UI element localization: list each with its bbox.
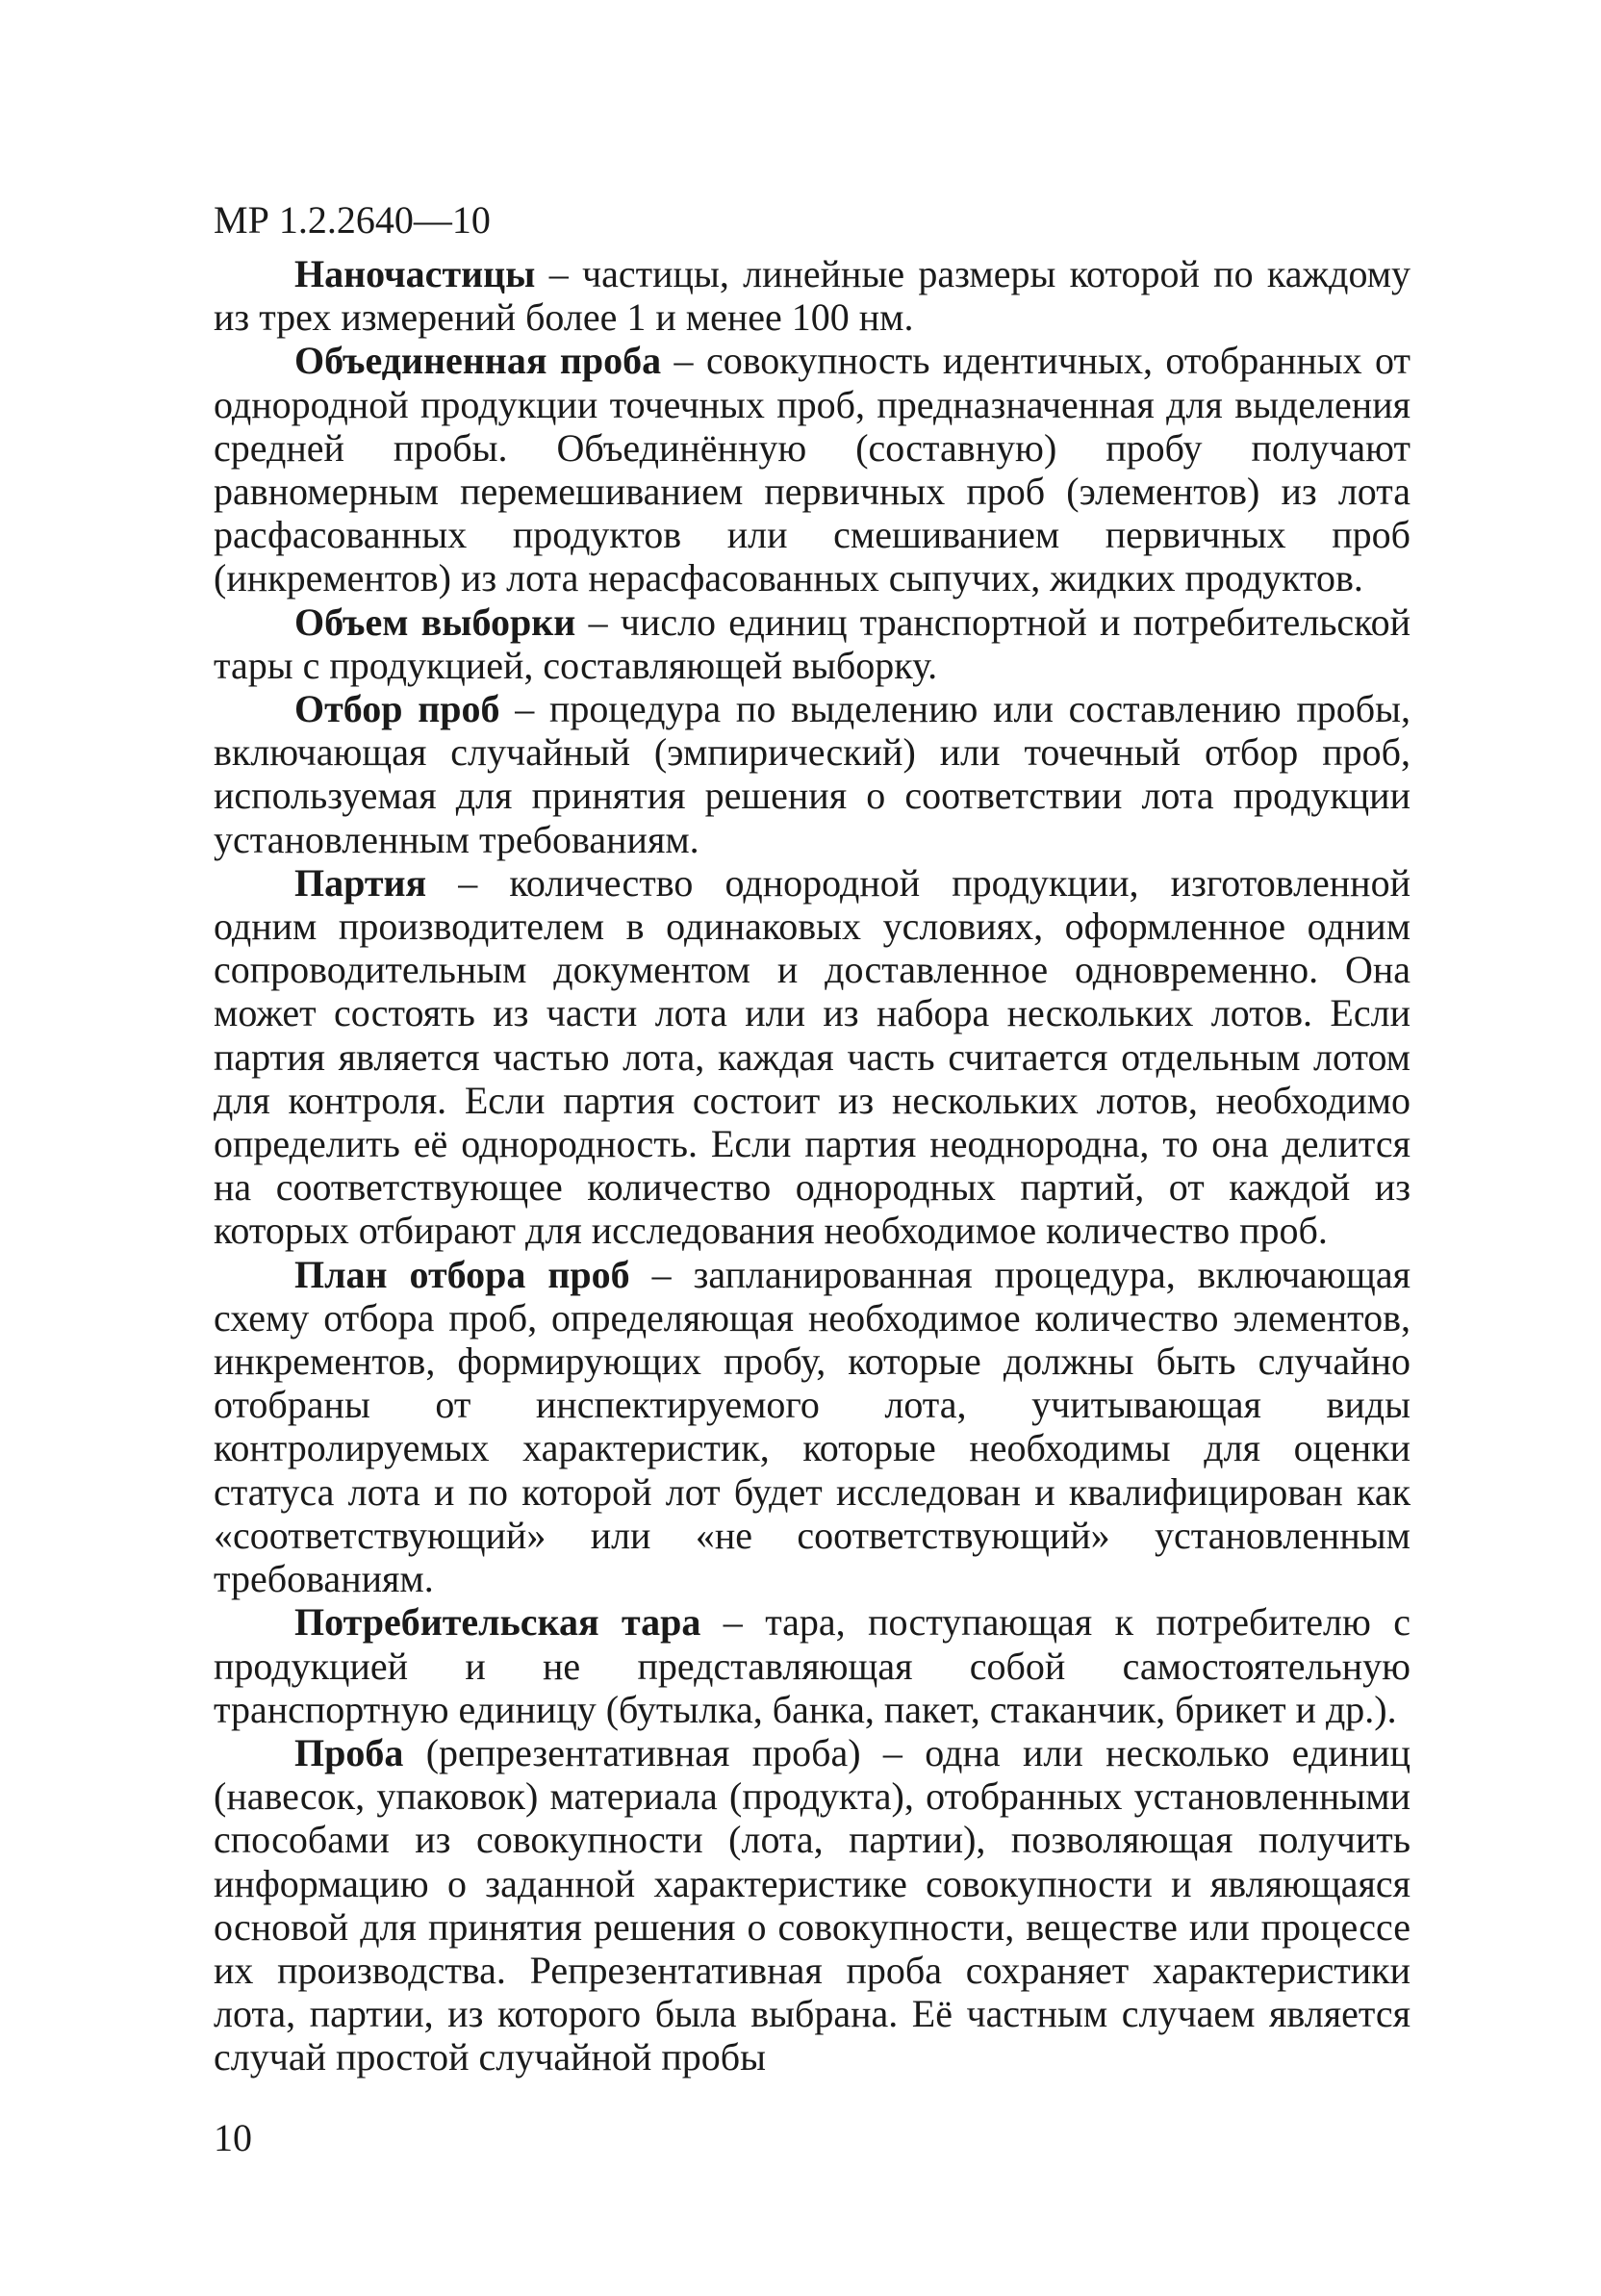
definition-paragraph — [214, 687, 1410, 861]
definition-term: Проба — [294, 1730, 404, 1774]
definition-text: (репрезентативная проба) – одна или несколько единиц (навесок, упаковок) материала (продукта), отобранных установленными способами из совокупности (лота, партии), позволяющая получить информацию о заданной характеристике совокупности и являющаяся основой для принятия решения о совокупности, веществе или процессе их производства. Репрезентативная проба сохраняет характеристики лота, партии, из которого была выбрана. Её частным случаем является случай простой случайной пробы — [214, 1730, 1410, 2079]
page-number: 10 — [214, 2116, 252, 2159]
definition-text: – частицы, линейные размеры которой по каждому из трех измерений более 1 и менее 100 нм. — [214, 252, 1410, 340]
definition-paragraph — [214, 1731, 1410, 2079]
definition-term: Объединенная проба — [294, 339, 662, 383]
definition-term: Наночастицы — [294, 252, 536, 295]
document-code: МР 1.2.2640—10 — [214, 198, 491, 242]
definition-text: – количество однородной продукции, изготовленной одним производителем в одинаковых условиях, оформленное одним сопроводительным документом и доставленное одновременно. Она может состоять из части лота или из набора нескольких лотов. Если партия является частью лота, каждая часть считается отдельным лотом для контроля. Если партия состоит из нескольких лотов, необходимо определить её однородность. Если партия неоднородна, то она делится на соответствующее количество однородных партий, от каждой из которых отбирают для исследования необходимое количество проб. — [214, 860, 1410, 1253]
definition-text: – процедура по выделению или составлению пробы, включающая случайный (эмпирический) или точечный отбор проб, используемая для принятия решения о соответствии лота продукции установленным требованиям. — [214, 687, 1410, 861]
definition-paragraph — [214, 252, 1410, 339]
definition-term: Потребительская тара — [294, 1600, 701, 1645]
definition-term: Отбор проб — [294, 687, 500, 731]
definition-text: – число единиц транспортной и потребительской тары с продукцией, составляющей выборку. — [214, 600, 1410, 687]
definition-paragraph — [214, 861, 1410, 1253]
definition-term: Объем выборки — [294, 600, 576, 644]
definitions-body — [214, 252, 1410, 2079]
definition-paragraph — [214, 1253, 1410, 1601]
definition-text: – тара, поступающая к потребителю с продукцией и не представляющая собой самостоятельную транспортную единицу (бутылка, банка, пакет, стаканчик, брикет и др.). — [214, 1600, 1410, 1731]
definition-paragraph — [214, 600, 1410, 687]
definition-paragraph — [214, 1600, 1410, 1731]
definition-paragraph — [214, 339, 1410, 600]
definition-text: – совокупность идентичных, отобранных от однородной продукции точечных проб, предназначенная для выделения средней пробы. Объединённую (составную) пробу получают равномерным перемешиванием первичных проб (элементов) из лота расфасованных продуктов или смешиванием первичных проб (инкрементов) из лота нерасфасованных сыпучих, жидких продуктов. — [214, 339, 1410, 600]
definition-term: План отбора проб — [294, 1252, 630, 1296]
definition-term: Партия — [294, 860, 427, 905]
definition-text: – запланированная процедура, включающая схему отбора проб, определяющая необходимое количество элементов, инкрементов, формирующих пробу, которые должны быть случайно отобраны от инспектируемого лота, учитывающая виды контролируемых характеристик, которые необходимы для оценки статуса лота и по которой лот будет исследован и квалифицирован как «соответствующий» или «не соответствующий» установленным требованиям. — [214, 1252, 1411, 1601]
